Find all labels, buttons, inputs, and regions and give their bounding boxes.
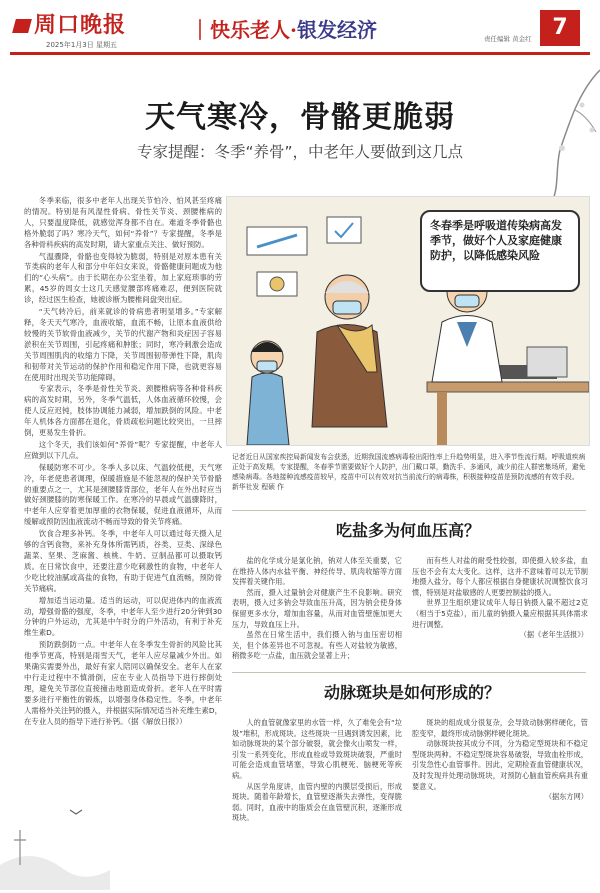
plaque-article-body-right: [412, 718, 588, 803]
salt-article-body-left: [232, 556, 402, 662]
body-paragraph: 饮食合理多补钙。冬季，中老年人可以通过每天摄入足够的含钙食物，来补充身体所需钙质，谷类、豆类、深绿色蔬菜、坚果、芝麻酱、核桃、牛奶、豆制品都可以摄取钙质。在日常饮食中，还要注意少吃刺激性的食物，中老年人少吃比较油腻或高盐的食物，有助于促进气血流畅，预防骨关节痛病。: [24, 529, 222, 593]
salt-article-body-right: [412, 556, 588, 641]
plaque-article-heading: 动脉斑块是如何形成的？: [324, 683, 501, 702]
salt-article-heading: 吃盐多为何血压高？: [336, 521, 481, 540]
body-paragraph: 专家表示，冬季是骨性关节炎、颈腰椎病等各种骨科疾病的高发时期，另外，冬季气温低，人体血液循环较慢，会使人反应迟钝，肢体协调能力减弱，增加跌倒的风险。中老年人机体各方面都在退化，骨质疏松问题比较突出，一旦摔倒，更易发生骨折。: [24, 384, 222, 438]
body-paragraph: 盐的化学成分是氯化钠，钠对人体至关重要，它在维持人体内水盐平衡、神经传导、肌肉收缩等方面发挥着关键作用。: [232, 556, 402, 587]
logo-mark-icon: [12, 19, 32, 33]
body-paragraph: 这个冬天，我们该如何“养骨”呢？专家提醒，中老年人应做到以下几点。: [24, 439, 222, 460]
speech-bubble: 冬春季是呼吸道传染病高发季节，做好个人及家庭健康防护，以降低感染风险: [420, 210, 580, 292]
body-paragraph: 人的血管就像家里的水管一样，久了难免会有“垃圾”堆积，形成斑块。这些斑块一旦遇到诱发因素，比如动脉斑块的某个部分破裂，就会像火山喷发一样，引发一系列变化，形成血栓或导致斑块破裂，严重时可能会造成血管堵塞，导致心肌梗死、脑梗死等疾病。: [232, 718, 402, 780]
page-number: 7: [540, 10, 580, 46]
landscape-decoration-icon: [0, 770, 110, 890]
section-divider: [232, 672, 586, 673]
header-rule: [10, 52, 590, 55]
body-paragraph: 动脉斑块按其成分不同，分为稳定型斑块和不稳定型斑块两种。不稳定型斑块容易破裂，导致血栓形成，引发急性心血管事件。因此，定期检查血管健康状况，及时发现并处理动脉斑块，对预防心脑血管疾病具有重要意义。: [412, 739, 588, 791]
issue-date: 2025年1月3日 星期五: [46, 41, 117, 49]
page-header: [0, 0, 600, 62]
article-body: [24, 196, 222, 729]
body-paragraph: 虽然在日常生活中，我们摄入钠与血压密切相关，但个体差异也不可忽视。有些人对盐较为敏感，稍微多吃一点盐，血压就会显著上升；: [232, 630, 402, 661]
article-subheadline: 专家提醒：冬季“养骨”，中老年人要做到这几点: [136, 143, 464, 161]
illustration-caption: 记者近日从国家疾控局新闻发布会获悉，近期我国流感病毒检出阳性率上升趋势明显，进入季节性流行期。呼吸道疾病正处于高发期，专家提醒，冬春季节需要做好个人防护，出门戴口罩，勤洗手、多通风，减少前往人群密集场所，避免感染病毒。各地接种流感疫苗较早，疫苗中可以有效对抗当前流行的病毒株，积极接种疫苗是预防流感的有效手段。 新华社发 程硕 作: [232, 453, 586, 491]
body-paragraph: 然而，摄入过量钠会对健康产生不良影响。研究表明，摄入过多钠会导致血压升高，因为钠会使身体保留更多水分，增加血容量，从而对血管壁施加更大压力，导致血压上升。: [232, 587, 402, 629]
body-paragraph: 从医学角度讲，血管内壁的内膜层受损后，形成斑块。随着年龄增长，血管壁逐渐失去弹性，变得脆弱。同时，血液中的脂质会在血管壁沉积，逐渐形成斑块。: [232, 781, 402, 823]
body-paragraph: 保暖防寒不可少。冬季人多以床、气温较低便，天气寒冷，年老使患者调理，保暖措施是不能忽视的保护关节骨骼的重要点之一，尤其是颈腰膝背部位，老年人在外出时应当做好颈腰膝的防寒保暖工作。在寒冷的早晨或气温骤降时，中老年人应穿着更加厚重的衣物保暖，促进血液循环，从而缓解或预防因血液流动不畅而导致的骨关节疼痛。: [24, 462, 222, 527]
plaque-article-body-left: [232, 718, 402, 824]
body-paragraph: 世界卫生组织建议成年人每日钠摄入量不超过2克（相当于5克盐），而儿童的钠摄入量应根据其具体需求进行调整。: [412, 598, 588, 629]
body-paragraph: “天气转冷后，前来就诊的骨病患者明显增多。”专家解释，冬天天气寒冷，血液收缩，血流不畅，让原本血液供给较慢的关节软骨血液减少，关节的代谢产物和炎症因子容易淤积在关节周围，引起疼痛和肿胀；同时，寒冷刺激会造成关节周围肌肉的收缩力下降，关节周围韧带弹性下降，肌肉和韧带对关节运动的保护作用和稳定作用下降，也就更容易在使用时出现关节功能障碍。: [24, 307, 222, 382]
article-source: （据《老年生活报》）: [519, 630, 588, 640]
body-paragraph: 而有些人对盐的耐受性较强，即使摄入较多盐，血压也不会有太大变化。这样，这并不意味着可以无节制地摄入盐分。每个人都应根据自身健康状况调整饮食习惯，特别是对盐敏感的人更要控制盐的摄入。: [412, 556, 588, 597]
section-title: ｜快乐老人·银发经济: [190, 18, 377, 42]
editor-credit: 责任编辑 黄金红: [484, 35, 532, 43]
newspaper-logo: 周口晚报: [14, 8, 126, 39]
section-divider: [232, 510, 586, 511]
body-paragraph: 气温骤降，骨骼也变得较为脆弱，特别是对原本患有关节类病的老年人和部分中年妇女来说，骨骼健康问题成为他们的“心头病”。由于长期在办公室坐着，加上家庭琐事的劳累，45岁的周女士这几天感觉腰部疼痛难忍，便到医院就诊，经过医生检查，她被诊断为腰椎间盘突出症。: [24, 251, 222, 305]
body-paragraph: 斑块的组成成分很复杂，会导致动脉粥样硬化，管腔变窄，最终形成动脉粥样硬化斑块。: [412, 718, 588, 738]
article-source: （据东方网）: [544, 792, 588, 802]
body-paragraph: 增加适当运动量。适当的运动，可以促进体内的血液流动，增强骨骼的强度，冬季，中老年人至少进行20分钟到30分钟的户外运动，尤其是中午时分的户外活动，有利于补充维生素D。: [24, 595, 222, 638]
article-headline: 天气寒冷，骨骼更脆弱: [145, 100, 455, 135]
body-paragraph: 冬季来临，很多中老年人出现关节怕冷、怕风甚至疼痛的情况。特别是有风湿性骨病、骨性关节炎、颈腰椎病的人，只要温度降低，就感觉浑身都不自在。难道冬季骨骼也格外脆弱了吗？寒冷天气，如何“养骨”？专家提醒，冬季是各种骨科疾病的高发时期，请大家重点关注、做好预防。: [24, 196, 222, 249]
body-paragraph: 预防跌倒防一点。中老年人在冬季发生骨折的风险比其他季节更高，特别是雨雪天气，老年人应尽量减少外出。如果确实需要外出，最好有家人陪同以确保安全。老年人在家中行走过程中不慎滑倒，应在专业人员指导下进行摔倒处理，避免关节部位直接撞击地面造成骨折。老年人在平时需要多进行平衡性的锻炼，以增强身体稳定性。冬季，中老年人需格外关注钙的摄入，并根据实际情况适当补充维生素D，在专业人员的指导下进行补钙。（据《解放日报》）: [24, 640, 222, 726]
